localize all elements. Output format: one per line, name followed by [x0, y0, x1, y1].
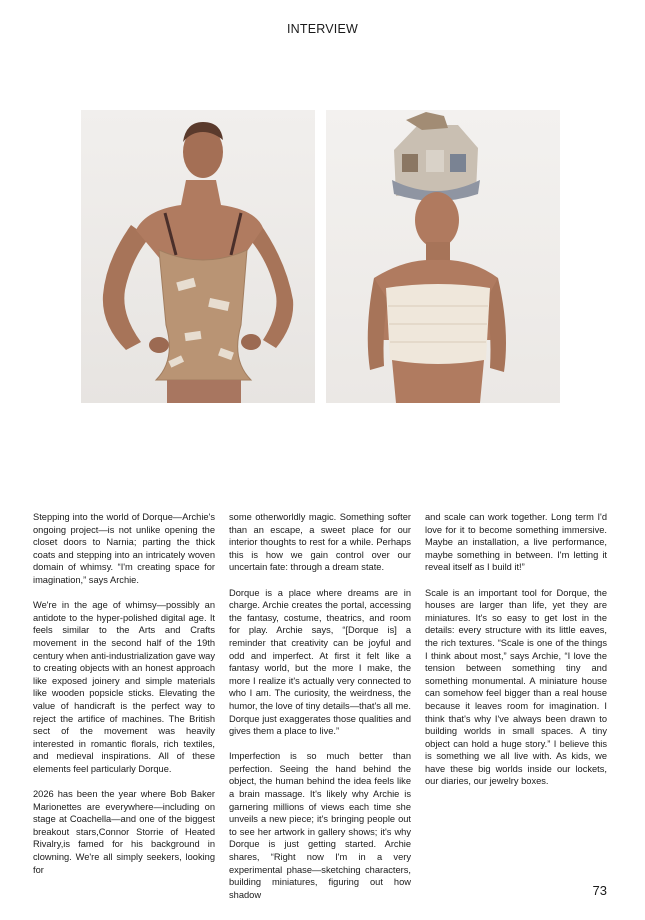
article-paragraph: We're in the age of whimsy—possibly an antidote to the hyper-polished digital age. It feels similar to the Arts and Crafts movement in the second half of the 19th century when anti-industrialization gave way to creating objects with an honest approach like exposed joinery and simple materials like wooden popsicle sticks. Elevating the value of handicraft is the perfect way to reject the artifice of machines. The British sect of the movement was heavily interested in romantic florals, rich textiles, and medieval inspirations. All of these elements feel particularly Dorque. [33, 600, 215, 774]
portrait-photo-miniature-house-hat-icon [326, 110, 560, 403]
article-column-3 [425, 511, 607, 801]
article-column-1 [33, 511, 215, 889]
article-paragraph: Scale is an important tool for Dorque, the houses are larger than life, yet they are miniatures. It's so easy to get lost in the details: every structure with its little eaves, the rich textures. “Scale is one of the things I think about most,” says Archie, “I love the tension between something tiny and something monumental. A miniature house can somehow feel bigger than a real house because it leaves room for imagination. I think that's why I've always been drawn to building worlds in small spaces. A tiny object can hold a huge story.” I believe this is something we all live with. As kids, we have these big worlds inside our lockets, our diaries, our jewelry boxes. [425, 587, 607, 787]
article-paragraph: and scale can work together. Long term I'd love for it to become something immersive. Maybe an installation, a live performance, maybe something in between. I'm letting it reveal itself as I build it!” [425, 512, 607, 573]
section-header: INTERVIEW [286, 22, 359, 36]
article-paragraph: Stepping into the world of Dorque—Archie's ongoing project—is not unlike opening the closet doors to Narnia; parting the thick coats and stepping into an intricately woven domain of whimsy. “I'm creating space for imagination,” says Archie. [33, 512, 215, 585]
portrait-photo-cardboard-corset-icon [81, 110, 315, 403]
article-paragraph: Dorque is a place where dreams are in charge. Archie creates the portal, accessing the fantasy, costume, theatrics, and room for play. Archie says, “[Dorque is] a reminder that creativity can be joyful and odd and imperfect. At first it felt like a fantasy world, but the more I make, the more I realize it's actually very connected to who I am. The curiosity, the weirdness, the humor, the love of tiny details—that's all me. Dorque just exaggerates those qualities and gives them a place to live.” [229, 587, 411, 737]
article-paragraph: Imperfection is so much better than perfection. Seeing the hand behind the object, the human behind the idea feels like a brain massage. It's likely why Archie is garnering millions of views each time she unveils a new piece; it's bringing people out to see her artwork in gallery shows; it's why Dorque is just getting started. Archie shares, “Right now I'm in a very experimental phase—sketching characters, building miniatures, figuring out how shadow [229, 751, 411, 900]
portrait-photo-right [326, 110, 560, 403]
article-column-2 [229, 511, 411, 914]
article-paragraph: 2026 has been the year where Bob Baker Marionettes are everywhere—including on stage at Coachella—and one of the biggest breakout stars,Connor Storrie of Heated Rivalry,is famed for his background in clowning. We're all simply seekers, looking for [33, 789, 215, 875]
portrait-photo-left [81, 110, 315, 403]
page-number: 73 [592, 883, 607, 898]
article-paragraph: some otherworldly magic. Something softer than an escape, a sweet place for our interior thoughts to rest for a while. Perhaps this is how we gain control over our uncertain fate: through a dream state. [229, 512, 411, 573]
